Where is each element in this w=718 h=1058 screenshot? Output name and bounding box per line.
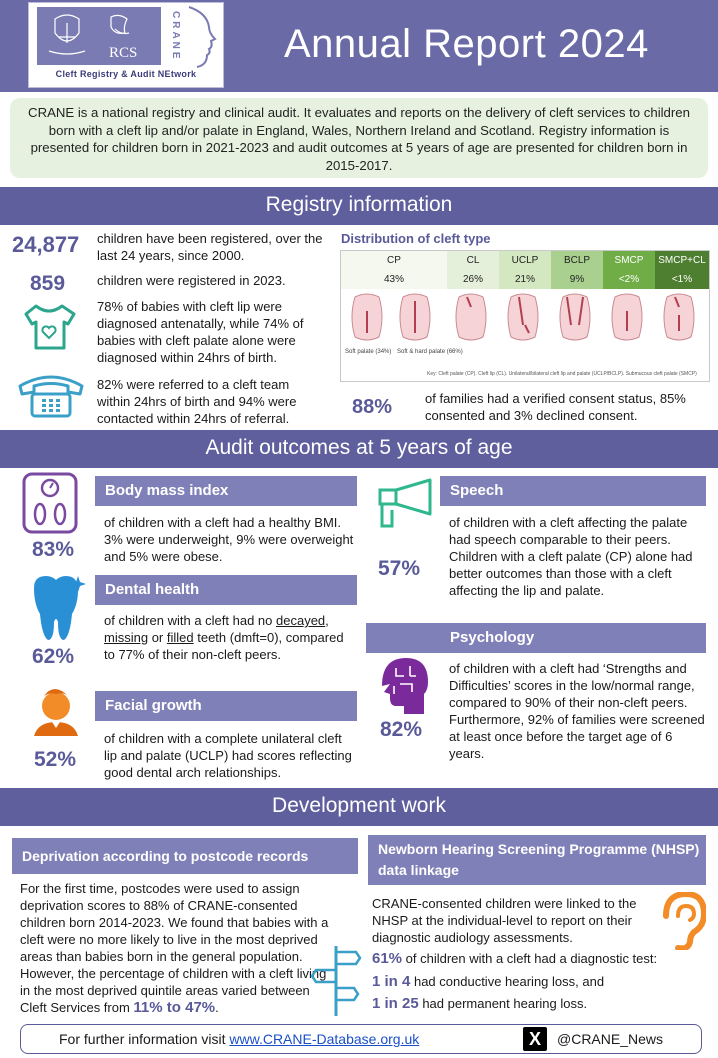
nhsp-heading: Newborn Hearing Screening Programme (NHSP) data linkage xyxy=(368,835,706,885)
palate-illustration xyxy=(456,294,486,340)
child-face-icon xyxy=(30,684,82,736)
deprivation-heading: Deprivation according to postcode records xyxy=(12,838,358,874)
nhsp-stat-permanent: 1 in 25 had permanent hearing loss. xyxy=(372,995,588,1012)
distribution-key: Key: Cleft palate (CP). Cleft lip (CL). Unilateral/bilateral cleft lip and palate (UCLP/BCLP). Submucous cleft palate (SMCP) xyxy=(427,371,697,377)
ear-icon xyxy=(656,892,706,950)
psychology-heading: Psychology xyxy=(366,623,706,653)
x-logo-icon[interactable]: X xyxy=(523,1027,547,1051)
nhsp-stat-conductive: 1 in 4 had conductive hearing loss, and xyxy=(372,973,605,990)
type-value: 43% xyxy=(341,271,447,289)
registered-total: 24,877 xyxy=(12,232,80,257)
brain-head-icon xyxy=(372,656,430,716)
referral-text: 82% were referred to a cleft team within 24hrs of birth and 94% were contacted within 24hrs of referral. xyxy=(97,377,297,426)
type-label: SMCP xyxy=(603,251,655,271)
psychology-value: 82% xyxy=(380,718,423,741)
palate-illustration xyxy=(508,294,538,340)
nhsp-stat-tested: 61% of children with a cleft had a diagnostic test: xyxy=(372,950,658,967)
registered-2023-text: children were registered in 2023. xyxy=(97,273,286,288)
speech-heading: Speech xyxy=(440,476,706,506)
tooth-icon xyxy=(24,574,86,642)
facial-text: of children with a complete unilateral cleft lip and palate (UCLP) had scores reflecting good dental arch relationships. xyxy=(104,731,352,780)
telephone-icon xyxy=(16,372,86,420)
svg-text:RCS: RCS xyxy=(109,45,138,61)
development-heading: Development work xyxy=(0,788,718,826)
deprivation-text: For the first time, postcodes were used to assign deprivation scores to 88% of CRANE-consented children born 2014-2023. We found that babies with a cleft were no more likely to live in the most deprived areas than babies born in the general population. However, the percentage of children with a cleft living in the most deprived quintile areas varied between Cleft Services from 11% to 47%. xyxy=(20,881,329,1016)
logo-caption: Cleft Registry & Audit NEtwork xyxy=(55,69,197,79)
face-profile-icon xyxy=(183,5,223,69)
bmi-heading: Body mass index xyxy=(95,476,357,506)
type-value: 9% xyxy=(551,271,603,289)
cleft-illustrations xyxy=(341,291,709,369)
type-label: CP xyxy=(341,251,447,271)
registered-total-text: children have been registered, over the last 24 years, since 2000. xyxy=(97,231,323,263)
page-title: Annual Report 2024 xyxy=(284,22,649,66)
type-value: 21% xyxy=(499,271,551,289)
signpost-icon xyxy=(310,940,362,1020)
type-label: UCLP xyxy=(499,251,551,271)
cleft-distribution-table xyxy=(340,250,710,382)
type-value: <2% xyxy=(603,271,655,289)
consent-value: 88% xyxy=(352,396,393,418)
svg-text:Soft palate (34%): Soft palate (34%) xyxy=(345,349,392,355)
bmi-value: 83% xyxy=(32,538,75,561)
type-label: CL xyxy=(447,251,499,271)
baby-vest-icon xyxy=(22,302,76,352)
type-value: <1% xyxy=(655,271,709,289)
registry-heading: Registry information xyxy=(0,187,718,225)
megaphone-icon xyxy=(372,478,438,538)
dental-value: 62% xyxy=(32,645,75,668)
intro-box: CRANE is a national registry and clinical audit. It evaluates and reports on the delivery of cleft services to children born with a cleft lip and/or palate in England, Wales, Northern Ireland and Scotland. Registry information is presented for children born in 2021-2023 and audit outcomes at 5 years of age are presented for children born in 2015-2017. xyxy=(10,98,708,178)
bmi-text: of children with a cleft had a healthy BMI. 3% were underweight, 9% were overweight and 5% were obese. xyxy=(104,515,354,564)
speech-text: of children with a cleft affecting the palate had speech comparable to their peers. Children with a cleft palate (CP) alone had better outcomes than those with a cleft affecting the lip and palate. xyxy=(449,515,693,598)
audit-heading: Audit outcomes at 5 years of age xyxy=(0,430,718,468)
nhsp-text: CRANE-consented children were linked to the NHSP at the individual-level to report on their diagnostic audiology assessments. xyxy=(372,896,637,945)
speech-value: 57% xyxy=(378,557,421,580)
distribution-values-row xyxy=(341,271,709,289)
dental-heading: Dental health xyxy=(95,575,357,605)
type-label: BCLP xyxy=(551,251,603,271)
header-banner xyxy=(0,0,718,92)
crane-website-link[interactable]: www.CRANE-Database.org.uk xyxy=(229,1031,420,1047)
antenatal-text: 78% of babies with cleft lip were diagnosed antenatally, while 74% of babies with cleft palate alone were diagnosed within 24hrs of birth. xyxy=(97,299,304,365)
scale-icon xyxy=(20,470,80,536)
svg-text:Soft & hard palate (66%): Soft & hard palate (66%) xyxy=(397,349,463,355)
facial-value: 52% xyxy=(34,748,77,771)
distribution-title: Distribution of cleft type xyxy=(341,231,491,246)
consent-text: of families had a verified consent status, 85% consented and 3% declined consent. xyxy=(425,391,686,423)
x-handle[interactable]: @CRANE_News xyxy=(557,1031,664,1047)
dental-text: of children with a cleft had no decayed, missing or filled teeth (dmft=0), compared to 77% of their non-cleft peers. xyxy=(104,613,344,662)
footer-text: For further information visit www.CRANE-Database.org.uk xyxy=(59,1031,420,1047)
logo-crest-panel xyxy=(37,7,161,65)
psychology-text: of children with a cleft had ‘Strengths and Difficulties’ scores in the low/normal range, compared to 90% of their non-cleft peers. Furthermore, 92% of families were screened at least once before the target age of 6 years. xyxy=(449,661,705,761)
crest-icon xyxy=(37,7,161,65)
crane-logo xyxy=(28,2,224,88)
crane-vertical-text: CRANE xyxy=(170,10,181,62)
facial-heading: Facial growth xyxy=(95,691,357,721)
type-label: SMCP+CL xyxy=(655,251,709,271)
type-value: 26% xyxy=(447,271,499,289)
registered-2023: 859 xyxy=(30,272,66,295)
distribution-labels-row xyxy=(341,251,709,271)
footer-bar xyxy=(20,1024,702,1054)
palate-illustration xyxy=(560,294,590,340)
